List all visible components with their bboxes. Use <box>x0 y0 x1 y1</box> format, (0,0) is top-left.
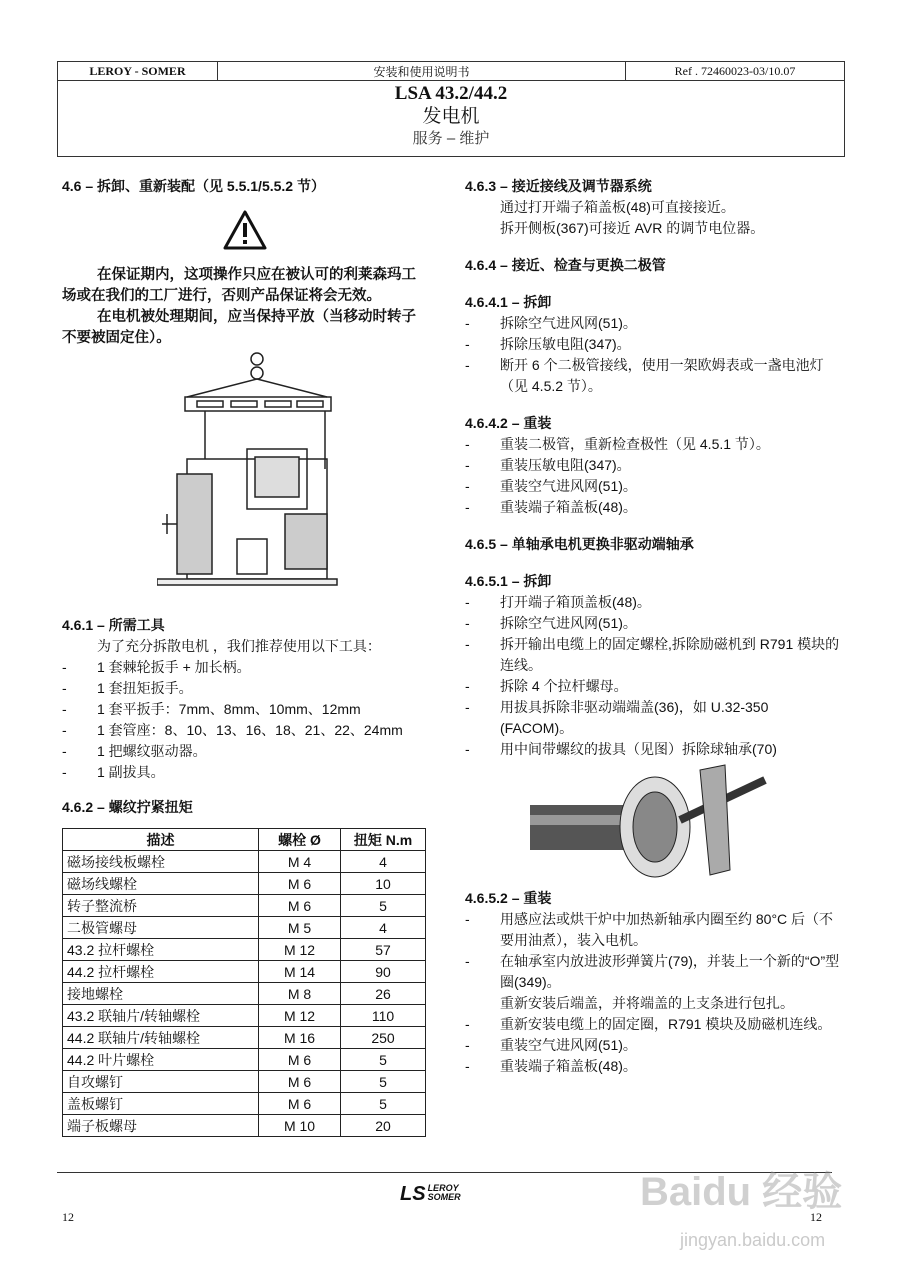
heading-4-6-4: 4.6.4 – 接近、检查与更换二极管 <box>465 257 666 273</box>
bolt-cell: M 12 <box>259 939 341 961</box>
doc-ref: Ref . 72460023-03/10.07 <box>674 63 796 78</box>
list-item: - 1 套棘轮扳手 + 加长柄。 <box>62 659 251 675</box>
torque-cell: 5 <box>341 895 426 917</box>
torque-cell: 57 <box>341 939 426 961</box>
heading-4-6-2: 4.6.2 – 螺纹拧紧扭矩 <box>62 799 193 815</box>
warranty-paragraph: 在保证期内，这项操作只应在被认可的利莱森玛工场或在我们的工厂进行，否则产品保证将会无效。 <box>62 267 416 304</box>
brand: LEROY - SOMER <box>58 62 218 80</box>
page-number-left: 12 <box>62 1210 74 1224</box>
table-row <box>63 873 426 895</box>
text-line: 拆开侧板(367)可接近 AVR 的调节电位器。 <box>500 220 765 236</box>
bolt-cell: M 6 <box>259 1049 341 1071</box>
left-column <box>62 176 428 1137</box>
list-item: - 重装空气进风网(51)。 <box>465 478 637 494</box>
bolt-cell: M 10 <box>259 1115 341 1137</box>
bolt-cell: M 4 <box>259 851 341 873</box>
heading-4-6-4-2: 4.6.4.2 – 重装 <box>465 415 552 431</box>
list-item: - 打开端子箱顶盖板(48)。 <box>465 594 651 610</box>
bolt-cell: M 14 <box>259 961 341 983</box>
torque-cell: 5 <box>341 1071 426 1093</box>
torque-cell: 26 <box>341 983 426 1005</box>
text-line: 通过打开端子箱盖板(48)可直接接近。 <box>500 199 735 215</box>
table-row <box>63 1027 426 1049</box>
document-header <box>57 61 845 157</box>
list-item: - 在轴承室内放进波形弹簧片(79)，并装上一个新的“O”型圈(349)。 <box>465 953 840 990</box>
bolt-cell: M 5 <box>259 917 341 939</box>
torque-cell: 4 <box>341 851 426 873</box>
list-item: - 用拔具拆除非驱动端端盖(36)，如 U.32-350 (FACOM)。 <box>465 699 769 736</box>
bearing-puller-illustration <box>530 760 845 888</box>
leroy-somer-logo: LS LEROY SOMER <box>400 1183 461 1205</box>
list-item: - 1 套管座：8、10、13、16、18、21、22、24mm <box>62 722 403 738</box>
list-item: - 重装端子箱盖板(48)。 <box>465 1058 637 1074</box>
list-item: - 拆除空气进风网(51)。 <box>465 615 637 631</box>
list-item: - 1 套平扳手：7mm、8mm、10mm、12mm <box>62 701 361 717</box>
note-line: 重新安装后端盖，并将端盖的上支条进行包扎。 <box>500 995 794 1011</box>
table-row <box>63 1071 426 1093</box>
list-item: - 重新安装电缆上的固定圈，R791 模块及励磁机连线。 <box>465 1016 832 1032</box>
list-item: - 重装二极管，重新检查极性（见 4.5.1 节）。 <box>465 436 770 452</box>
torque-cell: 10 <box>341 873 426 895</box>
list-item: - 重装端子箱盖板(48)。 <box>465 499 637 515</box>
handling-paragraph: 在电机被处理期间，应当保持平放（当移动时转子不要被固定住）。 <box>62 309 416 346</box>
description-cell: 端子板螺母 <box>63 1115 259 1137</box>
description-cell: 接地螺栓 <box>63 983 259 1005</box>
bolt-cell: M 6 <box>259 895 341 917</box>
description-cell: 磁场接线板螺栓 <box>63 851 259 873</box>
doc-type: 安装和使用说明书 <box>218 62 626 80</box>
watermark-url: jingyan.baidu.com <box>680 1230 826 1250</box>
torque-table <box>62 828 426 1137</box>
tools-intro: 为了充分拆散电机 ，我们推荐使用以下工具： <box>97 638 381 654</box>
model-title: LSA 43.2/44.2 <box>394 83 508 104</box>
list-item: - 1 副拔具。 <box>62 764 165 780</box>
right-column <box>465 176 845 1077</box>
col-header: 描述 <box>63 829 259 851</box>
table-row <box>63 939 426 961</box>
table-row <box>63 983 426 1005</box>
description-cell: 二极管螺母 <box>63 917 259 939</box>
heading-4-6-4-1: 4.6.4.1 – 拆卸 <box>465 294 552 310</box>
table-row <box>63 851 426 873</box>
list-item: - 1 把螺纹驱动器。 <box>62 743 207 759</box>
list-item: - 断开 6 个二极管接线，使用一架欧姆表或一盏电池灯（见 4.5.2 节）。 <box>465 357 824 394</box>
list-item: - 拆开输出电缆上的固定螺栓,拆除励磁机到 R791 模块的连线。 <box>465 636 840 673</box>
torque-cell: 250 <box>341 1027 426 1049</box>
warning-icon <box>62 209 428 257</box>
bolt-cell: M 16 <box>259 1027 341 1049</box>
bolt-cell: M 6 <box>259 1093 341 1115</box>
bolt-cell: M 6 <box>259 1071 341 1093</box>
list-item: - 拆除 4 个拉杆螺母。 <box>465 678 628 694</box>
section-title: 服务 – 维护 <box>412 130 490 147</box>
table-row <box>63 1049 426 1071</box>
table-row <box>63 1005 426 1027</box>
heading-4-6-5-1: 4.6.5.1 – 拆卸 <box>465 573 552 589</box>
torque-cell: 4 <box>341 917 426 939</box>
page-number-right: 12 <box>810 1210 822 1224</box>
table-row <box>63 961 426 983</box>
heading-4-6-3: 4.6.3 – 接近接线及调节器系统 <box>465 178 652 194</box>
list-item: - 用中间带螺纹的拔具（见图）拆除球轴承(70) <box>465 741 777 757</box>
torque-cell: 20 <box>341 1115 426 1137</box>
description-cell: 磁场线螺栓 <box>63 873 259 895</box>
list-item: - 1 套扭矩扳手。 <box>62 680 193 696</box>
description-cell: 转子整流桥 <box>63 895 259 917</box>
description-cell: 44.2 叶片螺栓 <box>63 1049 259 1071</box>
bolt-cell: M 8 <box>259 983 341 1005</box>
torque-cell: 90 <box>341 961 426 983</box>
list-item: - 用感应法或烘干炉中加热新轴承内圈至约 80°C 后（不要用油煮），装入电机。 <box>465 911 834 948</box>
torque-cell: 5 <box>341 1049 426 1071</box>
col-header: 螺栓 Ø <box>259 829 341 851</box>
heading-4-6: 4.6 – 拆卸、重新装配（见 5.5.1/5.5.2 节） <box>62 178 325 194</box>
description-cell: 43.2 联轴片/转轴螺栓 <box>63 1005 259 1027</box>
table-row <box>63 1093 426 1115</box>
table-row <box>63 917 426 939</box>
heading-4-6-1: 4.6.1 – 所需工具 <box>62 617 165 633</box>
description-cell: 自攻螺钉 <box>63 1071 259 1093</box>
list-item: - 拆除压敏电阻(347)。 <box>465 336 631 352</box>
description-cell: 盖板螺钉 <box>63 1093 259 1115</box>
col-header: 扭矩 N.m <box>341 829 426 851</box>
table-row <box>63 895 426 917</box>
watermark: Baidu 经验 <box>640 1170 843 1214</box>
bolt-cell: M 12 <box>259 1005 341 1027</box>
torque-cell: 5 <box>341 1093 426 1115</box>
product-title: 发电机 <box>422 106 480 127</box>
bolt-cell: M 6 <box>259 873 341 895</box>
table-row <box>63 1115 426 1137</box>
generator-lifting-illustration <box>157 349 428 599</box>
list-item: - 重装压敏电阻(347)。 <box>465 457 631 473</box>
list-item: - 重装空气进风网(51)。 <box>465 1037 637 1053</box>
description-cell: 44.2 联轴片/转轴螺栓 <box>63 1027 259 1049</box>
heading-4-6-5: 4.6.5 – 单轴承电机更换非驱动端轴承 <box>465 536 694 552</box>
heading-4-6-5-2: 4.6.5.2 – 重装 <box>465 890 552 906</box>
description-cell: 44.2 拉杆螺栓 <box>63 961 259 983</box>
list-item: - 拆除空气进风网(51)。 <box>465 315 637 331</box>
torque-cell: 110 <box>341 1005 426 1027</box>
description-cell: 43.2 拉杆螺栓 <box>63 939 259 961</box>
